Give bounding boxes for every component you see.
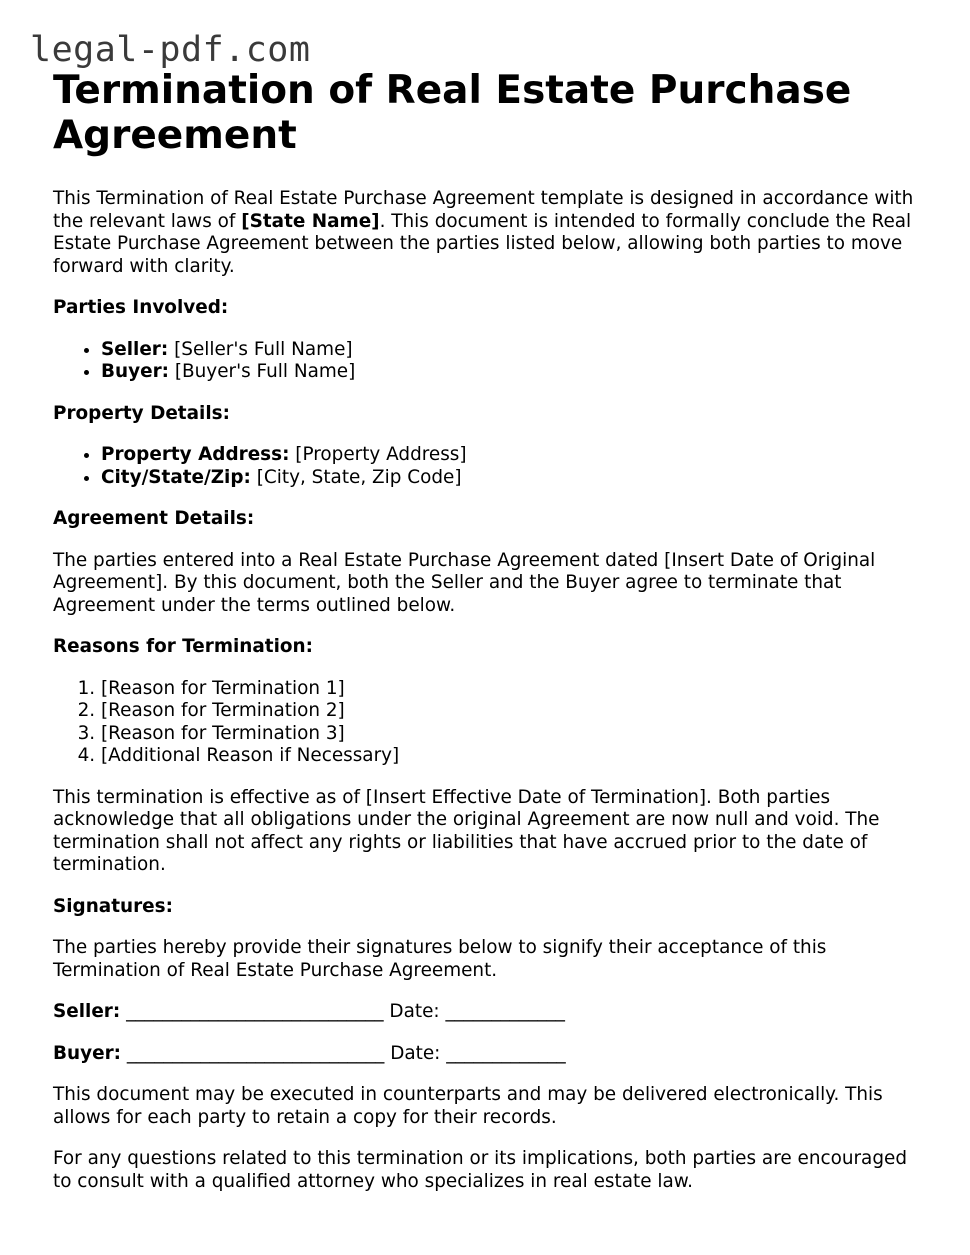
watermark: legal-pdf.com (30, 30, 311, 70)
list-item (101, 444, 923, 467)
intro-text-after: . This document is intended to formally conclude the Real Estate Purchase Agreement between the parties listed below, allowing both parties to move forward with clarity. (53, 210, 912, 277)
property-heading: Property Details: (53, 402, 230, 424)
list-item: 2. [Reason for Termination 2] (101, 700, 923, 723)
buyer-label: Buyer: (101, 361, 169, 382)
property-address-label: Property Address: (101, 444, 290, 465)
reasons-heading: Reasons for Termination: (53, 636, 313, 657)
buyer-signature-label: Buyer: (53, 1042, 121, 1064)
seller-label: Seller: (101, 338, 169, 360)
seller-date-blank[interactable]: _____________ (445, 1001, 565, 1022)
parties-list (53, 339, 923, 384)
city-state-zip: [City, State, Zip Code] (256, 466, 462, 488)
seller-signature-label: Seller: (53, 1001, 121, 1022)
property-address: [Property Address] (295, 444, 467, 465)
list-item: 3. [Reason for Termination 3] (101, 723, 923, 746)
list-item: 4. [Additional Reason if Necessary] (101, 745, 923, 768)
seller-signature-blank[interactable]: ____________________________ (126, 1001, 384, 1022)
list-item: 1. [Reason for Termination 1] (101, 678, 923, 701)
buyer-date-blank[interactable]: _____________ (446, 1042, 566, 1064)
buyer-signature-blank[interactable]: ____________________________ (126, 1042, 385, 1064)
seller-signature-line (53, 1001, 923, 1024)
list-item (101, 339, 923, 362)
questions-paragraph: For any questions related to this termination or its implications, both parties are encouraged to consult with a qualified attorney who specializes in real estate law. (53, 1148, 907, 1192)
signatures-heading: Signatures: (53, 895, 173, 917)
agreement-paragraph: The parties entered into a Real Estate Purchase Agreement dated [Insert Date of Original Agreement]. By this document, both the Seller and the Buyer agree to terminate that Agreement under the terms outlined below. (53, 549, 876, 616)
state-name-placeholder: [State Name] (241, 210, 380, 232)
seller-date-label: Date: (389, 1001, 440, 1022)
seller-name: [Seller's Full Name] (174, 338, 353, 360)
buyer-signature-line (53, 1043, 923, 1066)
buyer-date-label: Date: (390, 1042, 441, 1064)
list-item (101, 467, 923, 490)
document-body (53, 68, 923, 1193)
intro-paragraph (53, 188, 923, 278)
buyer-name: [Buyer's Full Name] (174, 361, 356, 382)
counterparts-paragraph: This document may be executed in counterparts and may be delivered electronically. This allows for each party to retain a copy for their records. (53, 1084, 883, 1128)
intro-text-before: This Termination of Real Estate Purchase Agreement template is designed in accordance with the relevant laws of (53, 188, 914, 232)
property-list (53, 444, 923, 489)
effective-paragraph: This termination is effective as of [Insert Effective Date of Termination]. Both parties acknowledge that all obligations under the original Agreement are now null and void. The termination shall not affect any rights or liabilities that have accrued prior to the date of termination. (53, 786, 880, 875)
list-item (101, 361, 923, 384)
agreement-heading: Agreement Details: (53, 508, 255, 529)
reasons-list (53, 678, 923, 768)
parties-heading: Parties Involved: (53, 297, 229, 318)
city-state-zip-label: City/State/Zip: (101, 466, 251, 488)
signatures-paragraph: The parties hereby provide their signatures below to signify their acceptance of this Termination of Real Estate Purchase Agreement. (53, 937, 827, 981)
document-title: Termination of Real Estate Purchase Agreement (53, 68, 852, 158)
